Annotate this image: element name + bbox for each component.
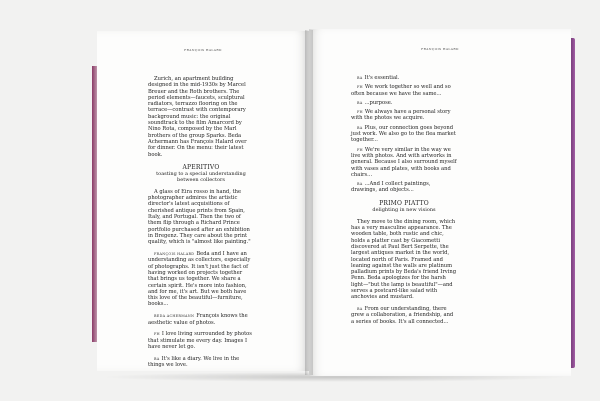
speaker-label: FH [357,85,363,90]
dialogue-line [351,100,457,106]
dialogue-text: ...purpose. [364,99,393,106]
dialogue-line [148,251,254,308]
section-subtitle-line-2: between collectors [177,176,225,183]
dialogue-line [351,109,457,122]
left-text-column [148,76,254,371]
dialogue-line [351,125,457,144]
right-running-head: FRANÇOIS HALARD [421,47,459,51]
right-text-column [351,75,457,331]
left-running-head: FRANÇOIS HALARD [184,48,222,52]
speaker-label: BA [357,76,363,80]
dialogue-line [351,84,457,97]
dialogue-line [351,147,457,178]
section-subtitle-line-1: toasting to a special understanding [156,170,246,177]
speaker-label: FH [357,147,363,152]
speaker-label: FRANÇOIS HALARD [154,252,195,257]
dialogue-text: It's essential. [364,75,400,81]
speaker-label: BA [357,125,363,130]
dialogue-text: From our understanding, there grew a collaboration, a friendship, and a series of books. It's all connected... [351,306,454,325]
dialogue-line [351,306,457,325]
dialogue-text: I love living surrounded by photos that stimulate me every day. Images I have never let go. [148,331,252,350]
speaker-label: BA [154,356,160,361]
dialogue-text: It's like a diary. We live in the things we love. [148,355,240,368]
paragraph: A glass of Eira rosso in hand, the photographer admires the artistic director's latest acquisitions of cherished antique prints from Spain, Italy, and Portugal. Then the two of them flip through a Richard Prince portfolio purchased after an exhibition in Bregenz. They care about the print quality, which is "almost like painting." [148,188,251,246]
dialogue-line [148,356,254,369]
paragraph: They move to the dining room, which has a very masculine appearance. The wooden table, both rustic and chic, holds a platter cast by Giacometti discovered at Paul Bert Serpette, the largest antiques market in the world, located north of Paris. Framed and leaning against the walls are platinum palladium prints by Beda's friend Irving Penn. Beda apologizes for the harsh light—"but the lamp is beautiful"—and serves a postcard-like salad with anchovies and mustard. [351,218,457,301]
dialogue-text: François knows the aesthetic value of photos. [148,313,248,326]
speaker-label: BA [357,100,363,105]
section-title-aperitivo: APERITIVO [182,163,220,171]
left-page [97,31,309,371]
dialogue-text: We're very similar in the way we live with photos. And with artworks in general. Because I also surround myself with vases and plates, with books and chairs... [351,146,457,178]
dialogue-line [351,181,457,194]
speaker-label: FH [154,332,160,337]
speaker-label: FH [357,110,363,115]
section-subtitle-aperitivo [148,171,254,183]
dialogue-text: Plus, our connection goes beyond just work. We also go to the flea market together... [351,124,456,144]
dialogue-text: We work together so well and so often because we have the same... [351,84,451,97]
right-page [309,29,571,376]
dialogue-line [148,313,254,326]
dialogue-line [351,75,457,81]
dialogue-text: Beda and I have an understanding as collectors, especially of photographs. It isn't just the fact of having worked on projects together that brings us together. We share a certain spirit. He's more into fashion, and for me, it's art. But we both have this love of the beautiful—furniture, books... [148,251,251,308]
book-gutter [305,30,313,375]
dialogue-line [148,331,254,350]
speaker-label: BA [357,307,363,312]
section-subtitle-primo-piatto: delighting in new visions [372,206,436,213]
speaker-label: BA [357,182,363,187]
section-title-primo-piatto: PRIMO PIATTO [379,199,429,207]
intro-paragraph: Zurich, an apartment building designed in the mid-1930s by Marcel Breuer and the Roth brothers. The period elements—faucets, sculptural radiators, terrazzo flooring on the terrace—contrast with contemporary background music: the original soundtrack to the film Amarcord by Nino Rota, composed by the Marl brothers of the group Sparks. Beda Achermann has François Halard over for dinner. On the menu: their latest book. [148,76,247,158]
speaker-label: BEDA ACHERMANN [154,314,195,319]
dialogue-text: We always have a personal story with the photos we acquire. [351,109,451,122]
dialogue-text: ...And I collect paintings, drawings, and objects... [351,181,431,194]
